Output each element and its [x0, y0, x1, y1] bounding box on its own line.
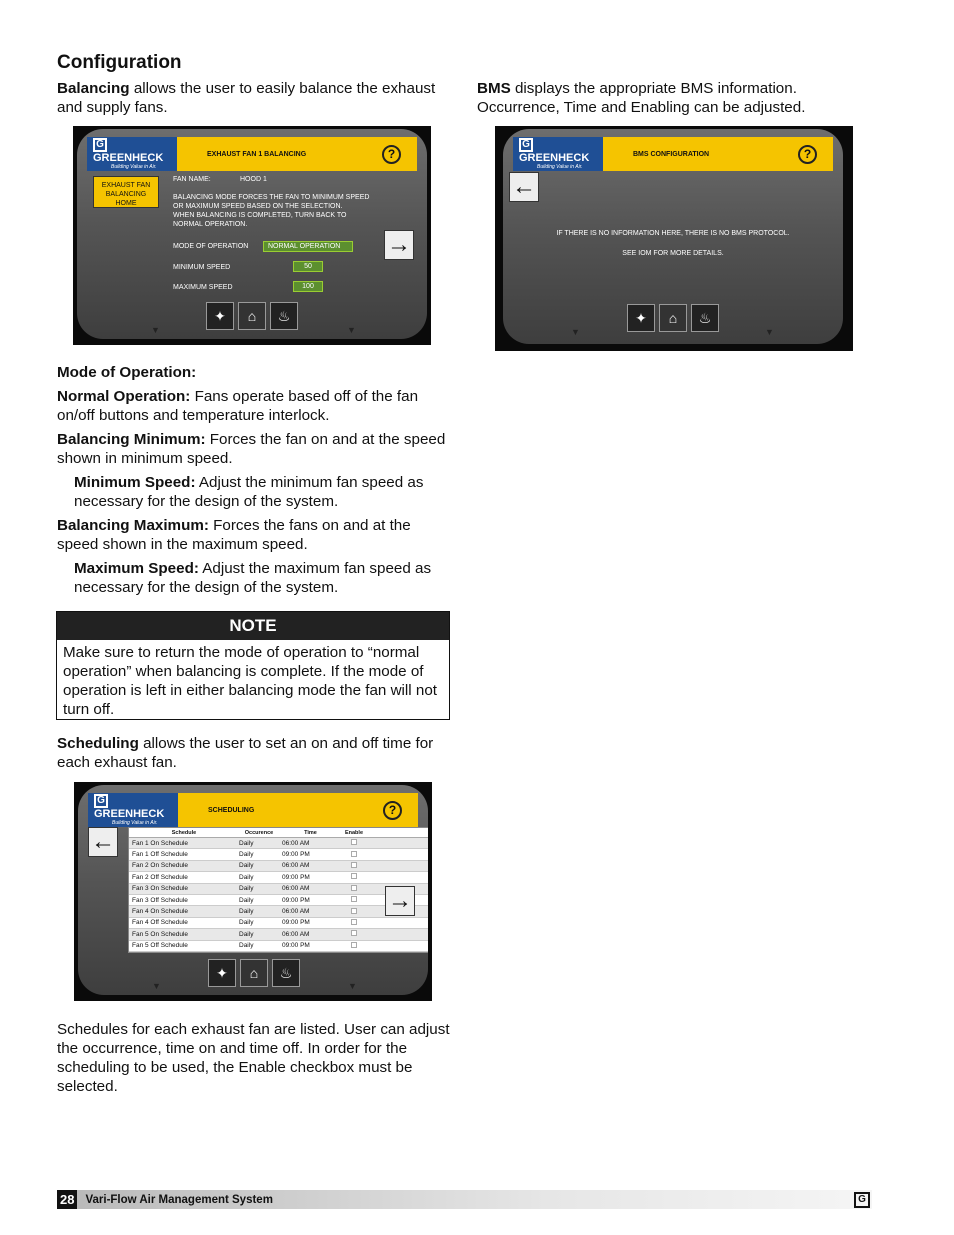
help-button[interactable]: ?: [798, 145, 817, 164]
schedule-name: Fan 4 On Schedule: [132, 908, 189, 916]
screen-title: EXHAUST FAN 1 BALANCING: [207, 150, 307, 158]
enable-checkbox[interactable]: [351, 851, 357, 857]
enable-checkbox[interactable]: [351, 873, 357, 879]
balancing-screenshot: [73, 126, 431, 345]
occurrence-cell[interactable]: Daily: [239, 851, 254, 859]
home-button[interactable]: [240, 959, 268, 987]
fan-button[interactable]: [206, 302, 234, 330]
table-row[interactable]: [129, 872, 428, 883]
home-button[interactable]: [238, 302, 266, 330]
schedule-name: Fan 4 Off Schedule: [132, 919, 188, 927]
bms-paragraph: [477, 79, 872, 117]
time-cell[interactable]: 09:00 PM: [282, 873, 310, 881]
table-row[interactable]: [129, 918, 428, 929]
down-triangle-icon: ▼: [348, 981, 357, 991]
table-row[interactable]: [129, 838, 428, 849]
logo-icon: G: [94, 794, 108, 808]
greenheck-logo: GGREENHECK Building Value in Air.: [87, 137, 177, 171]
scheduling-paragraph: Scheduling allows the user to set an on and off time for each exhaust fan.: [57, 735, 434, 771]
table-row[interactable]: [129, 884, 428, 895]
page-number: 28: [57, 1190, 77, 1209]
bms-term: BMS: [477, 80, 511, 97]
home-icon: ⌂: [668, 310, 678, 326]
mode-min-speed: Minimum Speed: Adjust the minimum fan speed as necessary for the design of the system.: [74, 474, 424, 510]
mode-select[interactable]: NORMAL OPERATION: [263, 241, 353, 252]
enable-checkbox[interactable]: [351, 896, 357, 902]
schedule-name: Fan 3 On Schedule: [132, 885, 189, 893]
occurrence-cell[interactable]: Daily: [239, 908, 254, 916]
thermometer-icon: ♨: [279, 964, 293, 981]
home-icon: ⌂: [247, 308, 257, 324]
occurrence-cell[interactable]: Daily: [239, 919, 254, 927]
table-row[interactable]: [129, 895, 428, 906]
temperature-button[interactable]: [691, 304, 719, 332]
enable-checkbox[interactable]: [351, 942, 357, 948]
logo-icon: G: [93, 138, 107, 152]
occurrence-cell[interactable]: Daily: [239, 862, 254, 870]
temperature-button[interactable]: [272, 959, 300, 987]
fan-icon: ✦: [214, 307, 226, 324]
section-title: Configuration: [57, 52, 182, 73]
schedule-name: Fan 5 On Schedule: [132, 930, 189, 938]
occurrence-cell[interactable]: Daily: [239, 873, 254, 881]
thermometer-icon: ♨: [277, 307, 291, 324]
schedule-name: Fan 1 Off Schedule: [132, 851, 188, 859]
balancing-screen: [77, 129, 427, 339]
table-header: Schedule Occurence Time Enable: [129, 828, 428, 838]
mode-label: MODE OF OPERATION: [173, 243, 249, 250]
enable-checkbox[interactable]: [351, 919, 357, 925]
greenheck-logo: GGREENHECK Building Value in Air.: [88, 793, 178, 827]
schedule-table: [128, 827, 428, 953]
bottom-nav: [627, 304, 719, 332]
fan-name-label: FAN NAME:: [173, 176, 211, 183]
scheduling-screenshot: [74, 782, 432, 1001]
occurrence-cell[interactable]: Daily: [239, 930, 254, 938]
fan-button[interactable]: [208, 959, 236, 987]
schedules-paragraph: Schedules for each exhaust fan are listed. User can adjust the occurrence, time on and time off. In order for the scheduling to be used, the Enable checkbox must be selected.: [57, 1021, 450, 1095]
balancing-description: BALANCING MODE FORCES THE FAN TO MINIMUM SPEED OR MAXIMUM SPEED BASED ON THE SELECTION. WHEN BALANCING IS COMPLETED, TURN BACK TO NORMAL OPERATION.: [173, 194, 370, 228]
note-box: [56, 611, 450, 720]
page-footer: [57, 1190, 872, 1209]
time-cell[interactable]: 09:00 PM: [282, 919, 310, 927]
table-row[interactable]: [129, 906, 428, 917]
down-triangle-icon: ▼: [152, 981, 161, 991]
balancing-text: allows the user to easily balance the exhaust and supply fans.: [57, 80, 436, 116]
table-row[interactable]: [129, 941, 428, 952]
table-row[interactable]: [129, 929, 428, 940]
bms-info-line2: SEE IOM FOR MORE DETAILS.: [622, 250, 724, 257]
bottom-nav: [206, 302, 298, 330]
screen-title: SCHEDULING: [208, 806, 255, 814]
enable-checkbox[interactable]: [351, 862, 357, 868]
enable-checkbox[interactable]: [351, 930, 357, 936]
fan-name-value: HOOD 1: [240, 176, 267, 183]
arrow-right-icon: →: [387, 231, 411, 258]
fan-button[interactable]: [627, 304, 655, 332]
down-triangle-icon: ▼: [571, 327, 580, 337]
back-arrow-button[interactable]: [88, 827, 118, 857]
greenheck-logo: GGREENHECK Building Value in Air.: [513, 137, 603, 171]
mode-heading: Mode of Operation:: [57, 364, 197, 381]
table-row[interactable]: [129, 861, 428, 872]
screen-header: [88, 793, 418, 827]
next-arrow-button[interactable]: [384, 230, 414, 260]
enable-checkbox[interactable]: [351, 885, 357, 891]
time-cell[interactable]: 09:00 PM: [282, 896, 310, 904]
greenheck-footer-logo-icon: G: [854, 1192, 870, 1208]
table-body: [129, 838, 428, 952]
occurrence-cell[interactable]: Daily: [239, 885, 254, 893]
bms-screenshot: [495, 126, 853, 351]
help-button[interactable]: ?: [382, 145, 401, 164]
screen-header: [513, 137, 833, 171]
schedule-name: Fan 1 On Schedule: [132, 839, 189, 847]
enable-checkbox[interactable]: [351, 839, 357, 845]
bms-info-line1: IF THERE IS NO INFORMATION HERE, THERE IS NO BMS PROTOCOL.: [556, 230, 790, 237]
note-heading: NOTE: [57, 612, 449, 640]
bms-text: displays the appropriate BMS information. Occurrence, Time and Enabling can be adjusted.: [477, 80, 806, 116]
bottom-nav: [208, 959, 300, 987]
enable-checkbox[interactable]: [351, 908, 357, 914]
help-button[interactable]: ?: [383, 801, 402, 820]
back-arrow-button[interactable]: [509, 172, 539, 202]
screen-header: [87, 137, 417, 171]
min-speed-label: MINIMUM SPEED: [173, 264, 231, 271]
schedule-name: Fan 3 Off Schedule: [132, 896, 188, 904]
home-icon: ⌂: [249, 965, 259, 981]
time-cell[interactable]: 06:00 AM: [282, 930, 310, 938]
time-cell[interactable]: 09:00 PM: [282, 851, 310, 859]
balancing-paragraph: [57, 79, 452, 117]
note-text: Make sure to return the mode of operation to “normal operation” when balancing is complete. If the mode of operation is left in either balancing mode the fan will not turn off.: [63, 644, 438, 718]
max-speed-field[interactable]: 100: [293, 281, 323, 292]
next-arrow-button[interactable]: [385, 886, 415, 916]
footer-title: Vari-Flow Air Management System: [85, 1193, 273, 1206]
occurrence-cell[interactable]: Daily: [239, 896, 254, 904]
time-cell[interactable]: 06:00 AM: [282, 885, 310, 893]
mode-balancing-max: Balancing Maximum: Forces the fans on and at the speed shown in the maximum speed.: [57, 517, 411, 553]
balancing-term: Balancing: [57, 80, 130, 97]
time-cell[interactable]: 09:00 PM: [282, 942, 310, 950]
logo-icon: G: [519, 138, 533, 152]
time-cell[interactable]: 06:00 AM: [282, 862, 310, 870]
mode-normal: Normal Operation: Fans operate based off of the fan on/off buttons and temperature interlock.: [57, 388, 419, 424]
occurrence-cell[interactable]: Daily: [239, 942, 254, 950]
arrow-left-icon: ←: [512, 173, 536, 200]
temperature-button[interactable]: [270, 302, 298, 330]
balancing-home-button[interactable]: EXHAUST FAN BALANCING HOME: [93, 176, 159, 208]
home-button[interactable]: [659, 304, 687, 332]
occurrence-cell[interactable]: Daily: [239, 839, 254, 847]
arrow-right-icon: →: [388, 887, 412, 914]
min-speed-field[interactable]: 50: [293, 261, 323, 272]
schedule-name: Fan 2 On Schedule: [132, 862, 189, 870]
thermometer-icon: ♨: [698, 309, 712, 326]
screen-title: BMS CONFIGURATION: [633, 150, 710, 158]
fan-icon: ✦: [635, 309, 647, 326]
schedule-name: Fan 2 Off Schedule: [132, 873, 188, 881]
max-speed-label: MAXIMUM SPEED: [173, 284, 233, 291]
time-cell[interactable]: 06:00 AM: [282, 908, 310, 916]
fan-icon: ✦: [216, 964, 228, 981]
down-triangle-icon: ▼: [151, 325, 160, 335]
mode-balancing-min: Balancing Minimum: Forces the fan on and at the speed shown in minimum speed.: [57, 431, 446, 467]
schedule-name: Fan 5 Off Schedule: [132, 942, 188, 950]
table-row[interactable]: [129, 849, 428, 860]
down-triangle-icon: ▼: [765, 327, 774, 337]
arrow-left-icon: ←: [91, 828, 115, 855]
mode-max-speed: Maximum Speed: Adjust the maximum fan speed as necessary for the design of the system.: [74, 560, 432, 596]
bms-screen: [503, 129, 843, 344]
scheduling-screen: [78, 785, 428, 995]
time-cell[interactable]: 06:00 AM: [282, 839, 310, 847]
down-triangle-icon: ▼: [347, 325, 356, 335]
